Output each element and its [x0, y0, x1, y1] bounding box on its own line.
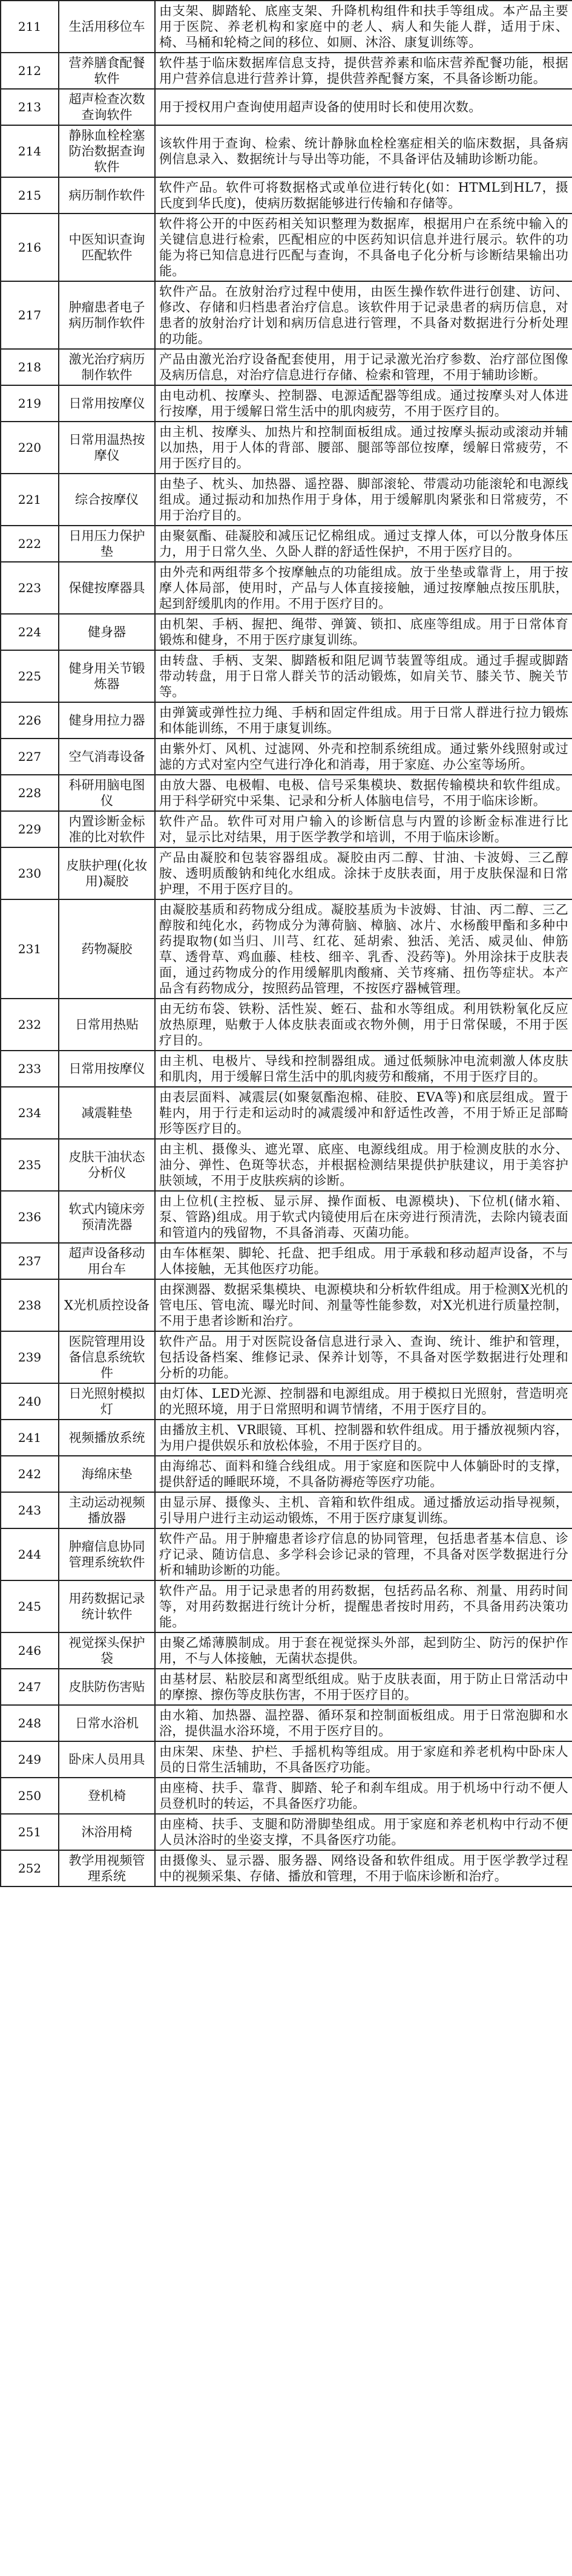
row-number: 226	[1, 702, 59, 739]
product-name: 日常用温热按摩仪	[59, 422, 155, 474]
table-row	[1, 1087, 572, 1139]
product-name: 健身用拉力器	[59, 702, 155, 739]
row-number: 231	[1, 899, 59, 999]
table-row	[1, 775, 572, 811]
product-description: 由座椅、扶手、靠背、脚踏、轮子和刹车组成。用于机场中行动不便人员登机时的转运，不具备医疗功能。	[155, 1778, 572, 1814]
product-name: 日用压力保护垫	[59, 526, 155, 562]
table-row	[1, 1, 572, 53]
product-name: 内置诊断金标准的比对软件	[59, 811, 155, 847]
row-number: 241	[1, 1420, 59, 1456]
product-name: 超声设备移动用台车	[59, 1243, 155, 1279]
product-name: 日常用按摩仪	[59, 1051, 155, 1087]
product-description: 由紫外灯、风机、过滤网、外壳和控制系统组成。通过紫外线照射或过滤的方式对室内空气进行净化和消毒，用于家庭、办公室等场所。	[155, 739, 572, 775]
product-name: 视频播放系统	[59, 1420, 155, 1456]
table-row	[1, 526, 572, 562]
product-description: 由聚氨酯、硅凝胶和减压记忆棉组成。通过支撑人体，可以分散身体压力，用于日常久坐、久卧人群的舒适性保护，不用于医疗目的。	[155, 526, 572, 562]
table-row	[1, 1632, 572, 1669]
row-number: 216	[1, 214, 59, 281]
product-name: 健身用关节锻炼器	[59, 650, 155, 702]
product-name: 皮肤防伤害贴	[59, 1669, 155, 1705]
table-row	[1, 1705, 572, 1741]
row-number: 213	[1, 89, 59, 125]
row-number: 211	[1, 1, 59, 53]
table-row	[1, 999, 572, 1051]
table-row	[1, 177, 572, 214]
table-row	[1, 89, 572, 125]
table-row	[1, 1243, 572, 1279]
table-row	[1, 1741, 572, 1778]
row-number: 228	[1, 775, 59, 811]
product-description: 由水箱、加热器、温控器、循环泵和控制面板组成。用于日常泡脚和水浴，提供温水浴环境，不用于医疗目的。	[155, 1705, 572, 1741]
product-name: 超声检查次数查询软件	[59, 89, 155, 125]
product-description: 由电动机、按摩头、控制器、电源适配器等组成。通过按摩头对人体进行按摩，用于缓解日常生活中的肌肉疲劳，不用于医疗目的。	[155, 385, 572, 422]
product-description: 由机架、手柄、握把、绳带、弹簧、锁扣、底座等组成。用于日常体育锻炼和健身，不用于医疗康复训练。	[155, 614, 572, 650]
table-row	[1, 899, 572, 999]
product-description: 该软件用于查询、检索、统计静脉血栓栓塞症相关的临床数据，具备病例信息录入、数据统计与导出等功能，不具备评估及辅助诊断功能。	[155, 125, 572, 177]
product-description: 由聚乙烯薄膜制成。用于套在视觉探头外部，起到防尘、防污的保护作用，不与人体接触，无菌状态提供。	[155, 1632, 572, 1669]
table-row	[1, 349, 572, 385]
row-number: 236	[1, 1191, 59, 1243]
product-description: 由凝胶基质和药物成分组成。凝胶基质为卡波姆、甘油、丙二醇、三乙醇胺和纯化水，药物成分为薄荷脑、樟脑、冰片、水杨酸甲酯和多种中药提取物(如当归、川芎、红花、延胡索、独活、羌活、威灵仙、伸筋草、透骨草、鸡血藤、桂枝、细辛、乳香、没药等)。外用涂抹于皮肤表面，通过药物成分的作用缓解肌肉酸痛、关节疼痛、扭伤等症状。本产品含有药物成分，按照药品管理，不按医疗器械管理。	[155, 899, 572, 999]
row-number: 242	[1, 1456, 59, 1492]
table-row	[1, 1456, 572, 1492]
table-row	[1, 1383, 572, 1420]
product-name: 沐浴用椅	[59, 1814, 155, 1850]
table-row	[1, 385, 572, 422]
row-number: 224	[1, 614, 59, 650]
product-description: 软件产品。在放射治疗过程中使用，由医生操作软件进行创建、访问、修改、存储和归档患者治疗信息。该软件用于记录患者的病历信息，对患者的放射治疗计划和病历信息进行管理，不具备对数据进行分析处理的功能。	[155, 281, 572, 349]
table-row	[1, 1528, 572, 1580]
product-description: 由表层面料、减震层(如聚氨酯泡棉、硅胶、EVA等)和底层组成。置于鞋内，用于行走和运动时的减震缓冲和舒适性改善，不用于矫正足部畸形等医疗目的。	[155, 1087, 572, 1139]
product-name: 软式内镜床旁预清洗器	[59, 1191, 155, 1243]
row-number: 245	[1, 1580, 59, 1632]
row-number: 252	[1, 1850, 59, 1886]
row-number: 232	[1, 999, 59, 1051]
product-description: 由车体框架、脚轮、托盘、把手组成。用于承载和移动超声设备，不与人体接触，无其他医疗功能。	[155, 1243, 572, 1279]
table-body	[1, 1, 572, 1886]
row-number: 234	[1, 1087, 59, 1139]
row-number: 249	[1, 1741, 59, 1778]
product-name: 日常用按摩仪	[59, 385, 155, 422]
product-description: 软件产品。软件可对用户输入的诊断信息与内置的诊断金标准进行比对，显示比对结果，用于医学教学和培训，不用于临床诊断。	[155, 811, 572, 847]
product-description: 由床架、床垫、护栏、手摇机构等组成。用于家庭和养老机构中卧床人员的日常生活辅助，不具备医疗功能。	[155, 1741, 572, 1778]
row-number: 235	[1, 1139, 59, 1191]
product-name: 日常水浴机	[59, 1705, 155, 1741]
row-number: 227	[1, 739, 59, 775]
row-number: 243	[1, 1492, 59, 1528]
table-row	[1, 1051, 572, 1087]
row-number: 230	[1, 847, 59, 899]
product-description: 由海绵芯、面料和缝合线组成。用于家庭和医院中人体躺卧时的支撑，提供舒适的睡眠环境，不具备防褥疮等医疗功能。	[155, 1456, 572, 1492]
product-description: 由放大器、电极帽、电极、信号采集模块、数据传输模块和软件组成。用于科学研究中采集、记录和分析人体脑电信号，不用于临床诊断。	[155, 775, 572, 811]
product-description: 由主机、按摩头、加热片和控制面板组成。通过按摩头振动或滚动并辅以加热，用于人体的背部、腰部、腿部等部位按摩，缓解日常疲劳，不用于医疗目的。	[155, 422, 572, 474]
product-description: 用于授权用户查询使用超声设备的使用时长和使用次数。	[155, 89, 572, 125]
product-description: 软件基于临床数据库信息支持，提供营养素和临床营养配餐功能，根据用户营养信息进行营养计算，提供营养配餐方案，不具备诊断功能。	[155, 53, 572, 89]
row-number: 239	[1, 1331, 59, 1383]
row-number: 223	[1, 562, 59, 614]
product-name: 教学用视频管理系统	[59, 1850, 155, 1886]
product-description: 由无纺布袋、铁粉、活性炭、蛭石、盐和水等组成。利用铁粉氧化反应放热原理，贴敷于人体皮肤表面或衣物外侧，用于日常保暖，不用于医疗目的。	[155, 999, 572, 1051]
table-row	[1, 214, 572, 281]
row-number: 218	[1, 349, 59, 385]
product-description: 由座椅、扶手、支腿和防滑脚垫组成。用于家庭和养老机构中行动不便人员沐浴时的坐姿支撑，不具备医疗功能。	[155, 1814, 572, 1850]
table-row	[1, 281, 572, 349]
product-name: 空气消毒设备	[59, 739, 155, 775]
product-name: 中医知识查询匹配软件	[59, 214, 155, 281]
product-name: 皮肤干油状态分析仪	[59, 1139, 155, 1191]
table-row	[1, 811, 572, 847]
table-row	[1, 474, 572, 526]
product-description: 由灯体、LED光源、控制器和电源组成。用于模拟日光照射，营造明亮的光照环境，用于日常照明和调节情绪，不用于医疗目的。	[155, 1383, 572, 1420]
product-description: 由探测器、数据采集模块、电源模块和分析软件组成。用于检测X光机的管电压、管电流、曝光时间、剂量等性能参数，对X光机进行质量控制，不用于患者诊断和治疗。	[155, 1279, 572, 1331]
table-row	[1, 1492, 572, 1528]
product-name: 综合按摩仪	[59, 474, 155, 526]
table-row	[1, 1331, 572, 1383]
product-description: 由播放主机、VR眼镜、耳机、控制器和软件组成。用于播放视频内容，为用户提供娱乐和放松体验，不用于医疗目的。	[155, 1420, 572, 1456]
product-description: 由垫子、枕头、加热器、遥控器、脚部滚轮、带震动功能滚轮和电源线组成。通过振动和加热作用于身体，用于缓解肌肉紧张和日常疲劳，不用于治疗目的。	[155, 474, 572, 526]
row-number: 217	[1, 281, 59, 349]
product-name: 皮肤护理(化妆用)凝胶	[59, 847, 155, 899]
product-name: 肿瘤患者电子病历制作软件	[59, 281, 155, 349]
table-row	[1, 1814, 572, 1850]
product-name: 静脉血栓栓塞防治数据查询软件	[59, 125, 155, 177]
product-description: 由转盘、手柄、支架、脚踏板和阻尼调节装置等组成。通过手握或脚踏带动转盘，用于日常人群关节的活动锻炼，如肩关节、膝关节、腕关节等。	[155, 650, 572, 702]
product-description: 产品由凝胶和包装容器组成。凝胶由丙二醇、甘油、卡波姆、三乙醇胺、透明质酸钠和纯化水组成。涂抹于皮肤表面，用于皮肤保湿和日常护理，不用于医疗目的。	[155, 847, 572, 899]
product-name: 科研用脑电图仪	[59, 775, 155, 811]
row-number: 244	[1, 1528, 59, 1580]
table-row	[1, 702, 572, 739]
product-name: 日光照射模拟灯	[59, 1383, 155, 1420]
table-row	[1, 562, 572, 614]
product-description: 由上位机(主控板、显示屏、操作面板、电源模块)、下位机(储水箱、泵、管路)组成。用于软式内镜使用后在床旁进行预清洗，去除内镜表面和管道内的残留物，不具备消毒、灭菌功能。	[155, 1191, 572, 1243]
table-row	[1, 1778, 572, 1814]
row-number: 229	[1, 811, 59, 847]
row-number: 222	[1, 526, 59, 562]
product-name: 药物凝胶	[59, 899, 155, 999]
product-description: 由基材层、粘胶层和离型纸组成。贴于皮肤表面，用于防止日常活动中的摩擦、擦伤等皮肤伤害，不用于医疗目的。	[155, 1669, 572, 1705]
product-name: 日常用热贴	[59, 999, 155, 1051]
product-name: 营养膳食配餐软件	[59, 53, 155, 89]
product-name: 登机椅	[59, 1778, 155, 1814]
product-description: 由弹簧或弹性拉力绳、手柄和固定件组成。用于日常人群进行拉力锻炼和体能训练，不用于康复训练。	[155, 702, 572, 739]
product-name: 主动运动视频播放器	[59, 1492, 155, 1528]
product-description: 由主机、摄像头、遮光罩、底座、电源线组成。用于检测皮肤的水分、油分、弹性、色斑等状态，并根据检测结果提供护肤建议，用于美容护肤领域，不用于皮肤疾病的诊断。	[155, 1139, 572, 1191]
product-name: 减震鞋垫	[59, 1087, 155, 1139]
row-number: 251	[1, 1814, 59, 1850]
product-name: 海绵床垫	[59, 1456, 155, 1492]
product-name: 视觉探头保护袋	[59, 1632, 155, 1669]
product-description: 软件产品。软件可将数据格式或单位进行转化(如：HTML到HL7，摄氏度到华氏度)，使病历数据能够进行传输和存储等。	[155, 177, 572, 214]
table-row	[1, 1420, 572, 1456]
product-name: 生活用移位车	[59, 1, 155, 53]
table-row	[1, 1279, 572, 1331]
table-row	[1, 650, 572, 702]
row-number: 240	[1, 1383, 59, 1420]
product-name: 卧床人员用具	[59, 1741, 155, 1778]
product-name: 肿瘤信息协同管理系统软件	[59, 1528, 155, 1580]
row-number: 248	[1, 1705, 59, 1741]
row-number: 233	[1, 1051, 59, 1087]
table-row	[1, 739, 572, 775]
table-row	[1, 1580, 572, 1632]
row-number: 246	[1, 1632, 59, 1669]
table-row	[1, 422, 572, 474]
product-name: X光机质控设备	[59, 1279, 155, 1331]
row-number: 212	[1, 53, 59, 89]
product-name: 医院管理用设备信息系统软件	[59, 1331, 155, 1383]
product-description: 由支架、脚踏轮、底座支架、升降机构组件和扶手等组成。本产品主要用于医院、养老机构和家庭中的老人、病人和失能人群，适用于床、椅、马桶和轮椅之间的移位、如厕、沐浴、康复训练等。	[155, 1, 572, 53]
row-number: 220	[1, 422, 59, 474]
product-description: 软件产品。用于记录患者的用药数据，包括药品名称、剂量、用药时间等，对用药数据进行统计分析，提醒患者按时用药，不具备用药决策功能。	[155, 1580, 572, 1632]
table-row	[1, 53, 572, 89]
product-name: 用药数据记录统计软件	[59, 1580, 155, 1632]
row-number: 247	[1, 1669, 59, 1705]
table-row	[1, 125, 572, 177]
product-name: 健身器	[59, 614, 155, 650]
row-number: 225	[1, 650, 59, 702]
table-row	[1, 614, 572, 650]
row-number: 219	[1, 385, 59, 422]
product-name: 保健按摩器具	[59, 562, 155, 614]
table-row	[1, 1850, 572, 1886]
product-description: 由显示屏、摄像头、主机、音箱和软件组成。通过播放运动指导视频，引导用户进行主动运动锻炼，不用于医疗康复训练。	[155, 1492, 572, 1528]
product-description: 软件将公开的中医药相关知识整理为数据库，根据用户在系统中输入的关键信息进行检索，匹配相应的中医药知识信息并进行展示。软件的功能为将已知信息进行匹配与查询，不具备电子化分析与诊断结果输出功能。	[155, 214, 572, 281]
product-description: 软件产品。用于肿瘤患者诊疗信息的协同管理，包括患者基本信息、诊疗记录、随访信息、多学科会诊记录的管理，不具备对医学数据进行分析和辅助诊断的功能。	[155, 1528, 572, 1580]
table-row	[1, 1191, 572, 1243]
row-number: 221	[1, 474, 59, 526]
product-description: 产品由激光治疗设备配套使用，用于记录激光治疗参数、治疗部位图像及病历信息，对治疗信息进行存储、检索和管理，不用于辅助诊断。	[155, 349, 572, 385]
product-description: 由外壳和两组带多个按摩触点的功能组成。放于坐垫或靠背上，用于按摩人体局部，使用时，产品与人体直接接触，通过按摩触点按压肌肤，起到舒缓肌肉的作用。不用于医疗目的。	[155, 562, 572, 614]
row-number: 237	[1, 1243, 59, 1279]
table-row	[1, 1669, 572, 1705]
product-description: 软件产品。用于对医院设备信息进行录入、查询、统计、维护和管理，包括设备档案、维修记录、保养计划等，不具备对医学数据进行处理和分析的功能。	[155, 1331, 572, 1383]
table-row	[1, 847, 572, 899]
product-description: 由主机、电极片、导线和控制器组成。通过低频脉冲电流刺激人体皮肤和肌肉，用于缓解日常生活中的肌肉疲劳和酸痛，不用于医疗目的。	[155, 1051, 572, 1087]
table-row	[1, 1139, 572, 1191]
product-name: 病历制作软件	[59, 177, 155, 214]
row-number: 238	[1, 1279, 59, 1331]
product-description: 由摄像头、显示器、服务器、网络设备和软件组成。用于医学教学过程中的视频采集、存储、播放和管理，不用于临床诊断和治疗。	[155, 1850, 572, 1886]
row-number: 215	[1, 177, 59, 214]
product-name: 激光治疗病历制作软件	[59, 349, 155, 385]
row-number: 214	[1, 125, 59, 177]
row-number: 250	[1, 1778, 59, 1814]
